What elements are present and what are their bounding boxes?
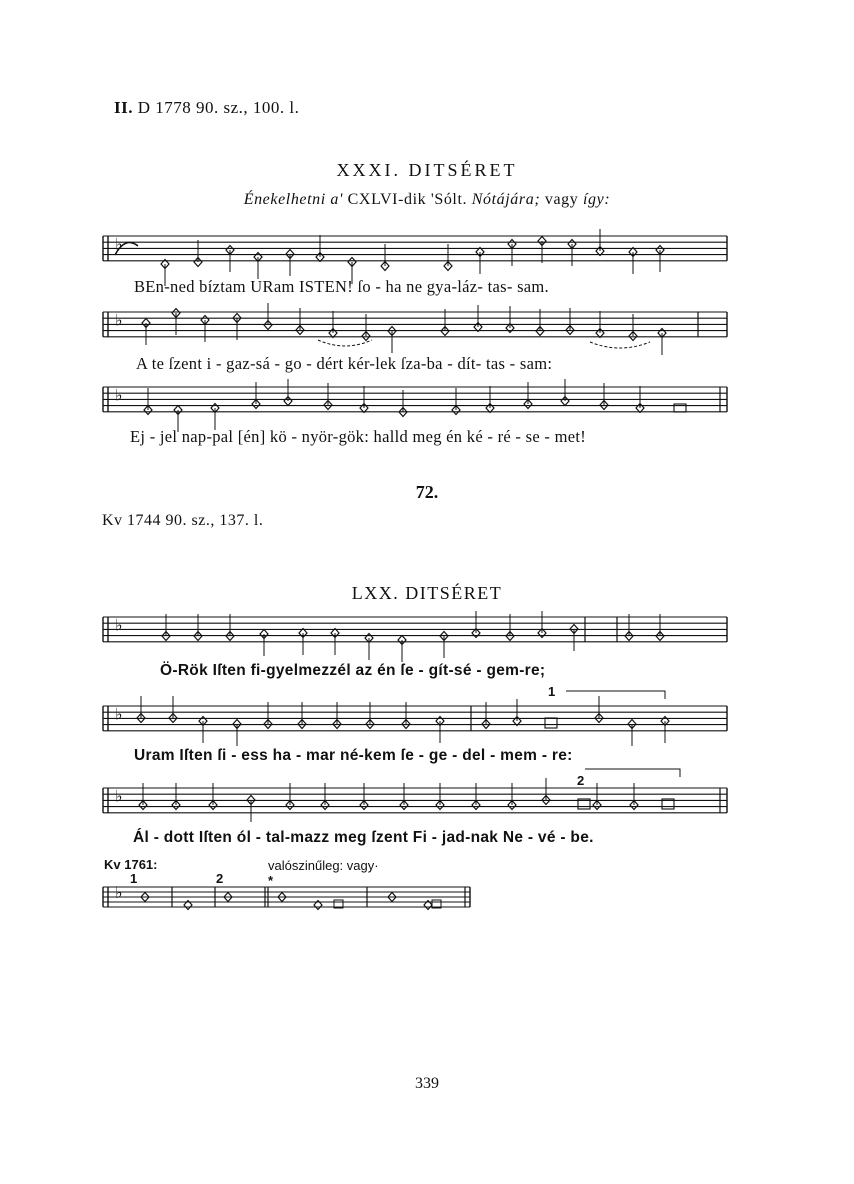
hymn2-source: Kv 1744 90. sz., 137. l. (102, 512, 264, 529)
subtitle-end: vagy (544, 191, 579, 208)
hymn2-title: LXX. DITSÉRET (351, 583, 503, 603)
slur-2 (590, 342, 650, 348)
source-text: D 1778 90. sz., 100. l. (137, 98, 300, 117)
slur-1 (318, 340, 372, 346)
variant-mark-1: 1 (130, 871, 138, 886)
hymn2-lyric-line-1: Ö-Rök Iſten fi-gyelmezzél az én ſe - gít-sé - gem-re; (160, 662, 546, 679)
hymn1-lyric-line-3: Ej - jel nap-pal [én] kö - nyör-gök: halld meg én ké - ré - se - met! (130, 427, 587, 446)
hymn2-staff-2-flat-sign: ♭ (115, 704, 123, 724)
variant-staff-flat-sign: ♭ (115, 883, 123, 902)
hymn2-staff-3-flat-sign: ♭ (115, 786, 123, 806)
volta-2-bracket (585, 769, 680, 777)
hymn1-staff-3-flat-sign: ♭ (115, 385, 123, 405)
volta-1-bracket (566, 691, 665, 699)
hymn1-staff-2-flat-sign: ♭ (115, 310, 123, 330)
variant-mark-2: 2 (216, 871, 224, 886)
hymn1-lyric-line-2: A te ſzent i - gaz-sá - go - dért kér-lek ſza-ba - dít- tas - sam: (136, 354, 553, 373)
variant-text: valószinűleg: vagy· (268, 858, 379, 873)
volta-1-label: 1 (548, 684, 556, 699)
hymn1-title: XXXI. DITSÉRET (336, 160, 518, 180)
hymn2-lyric-line-2: Uram Iſten ſi - ess ha - mar né-kem ſe - ge - del - mem - re: (134, 747, 573, 764)
subtitle-italic-2: Nótájára; (471, 191, 541, 208)
breve-2 (545, 718, 557, 728)
variant-mark-star: * (268, 873, 274, 888)
subtitle-italic-3: így: (583, 191, 611, 208)
subtitle-italic-1: Énekelhetni a' (243, 191, 344, 208)
page-number: 339 (415, 1075, 439, 1092)
hymn2-lyric-line-3: Ál - dott Iſten ól - tal-mazz meg ſzent Fi - jad-nak Ne - vé - be. (133, 829, 594, 846)
hymn1-staff-1-flat-sign: ♭ (115, 234, 123, 254)
volta-2-label: 2 (577, 773, 585, 788)
subtitle-mid: CXLVI-dik 'Sólt. (347, 191, 468, 208)
source-prefix: II. (114, 98, 133, 117)
piece-number: 72. (415, 482, 439, 502)
hymn1-lyric-line-1: BEn-ned bíztam URam ISTEN! ſo - ha ne gya-láz- tas- sam. (134, 277, 549, 296)
variant-source: Kv 1761: (104, 857, 158, 872)
hymn2-staff-1-flat-sign: ♭ (115, 615, 123, 635)
